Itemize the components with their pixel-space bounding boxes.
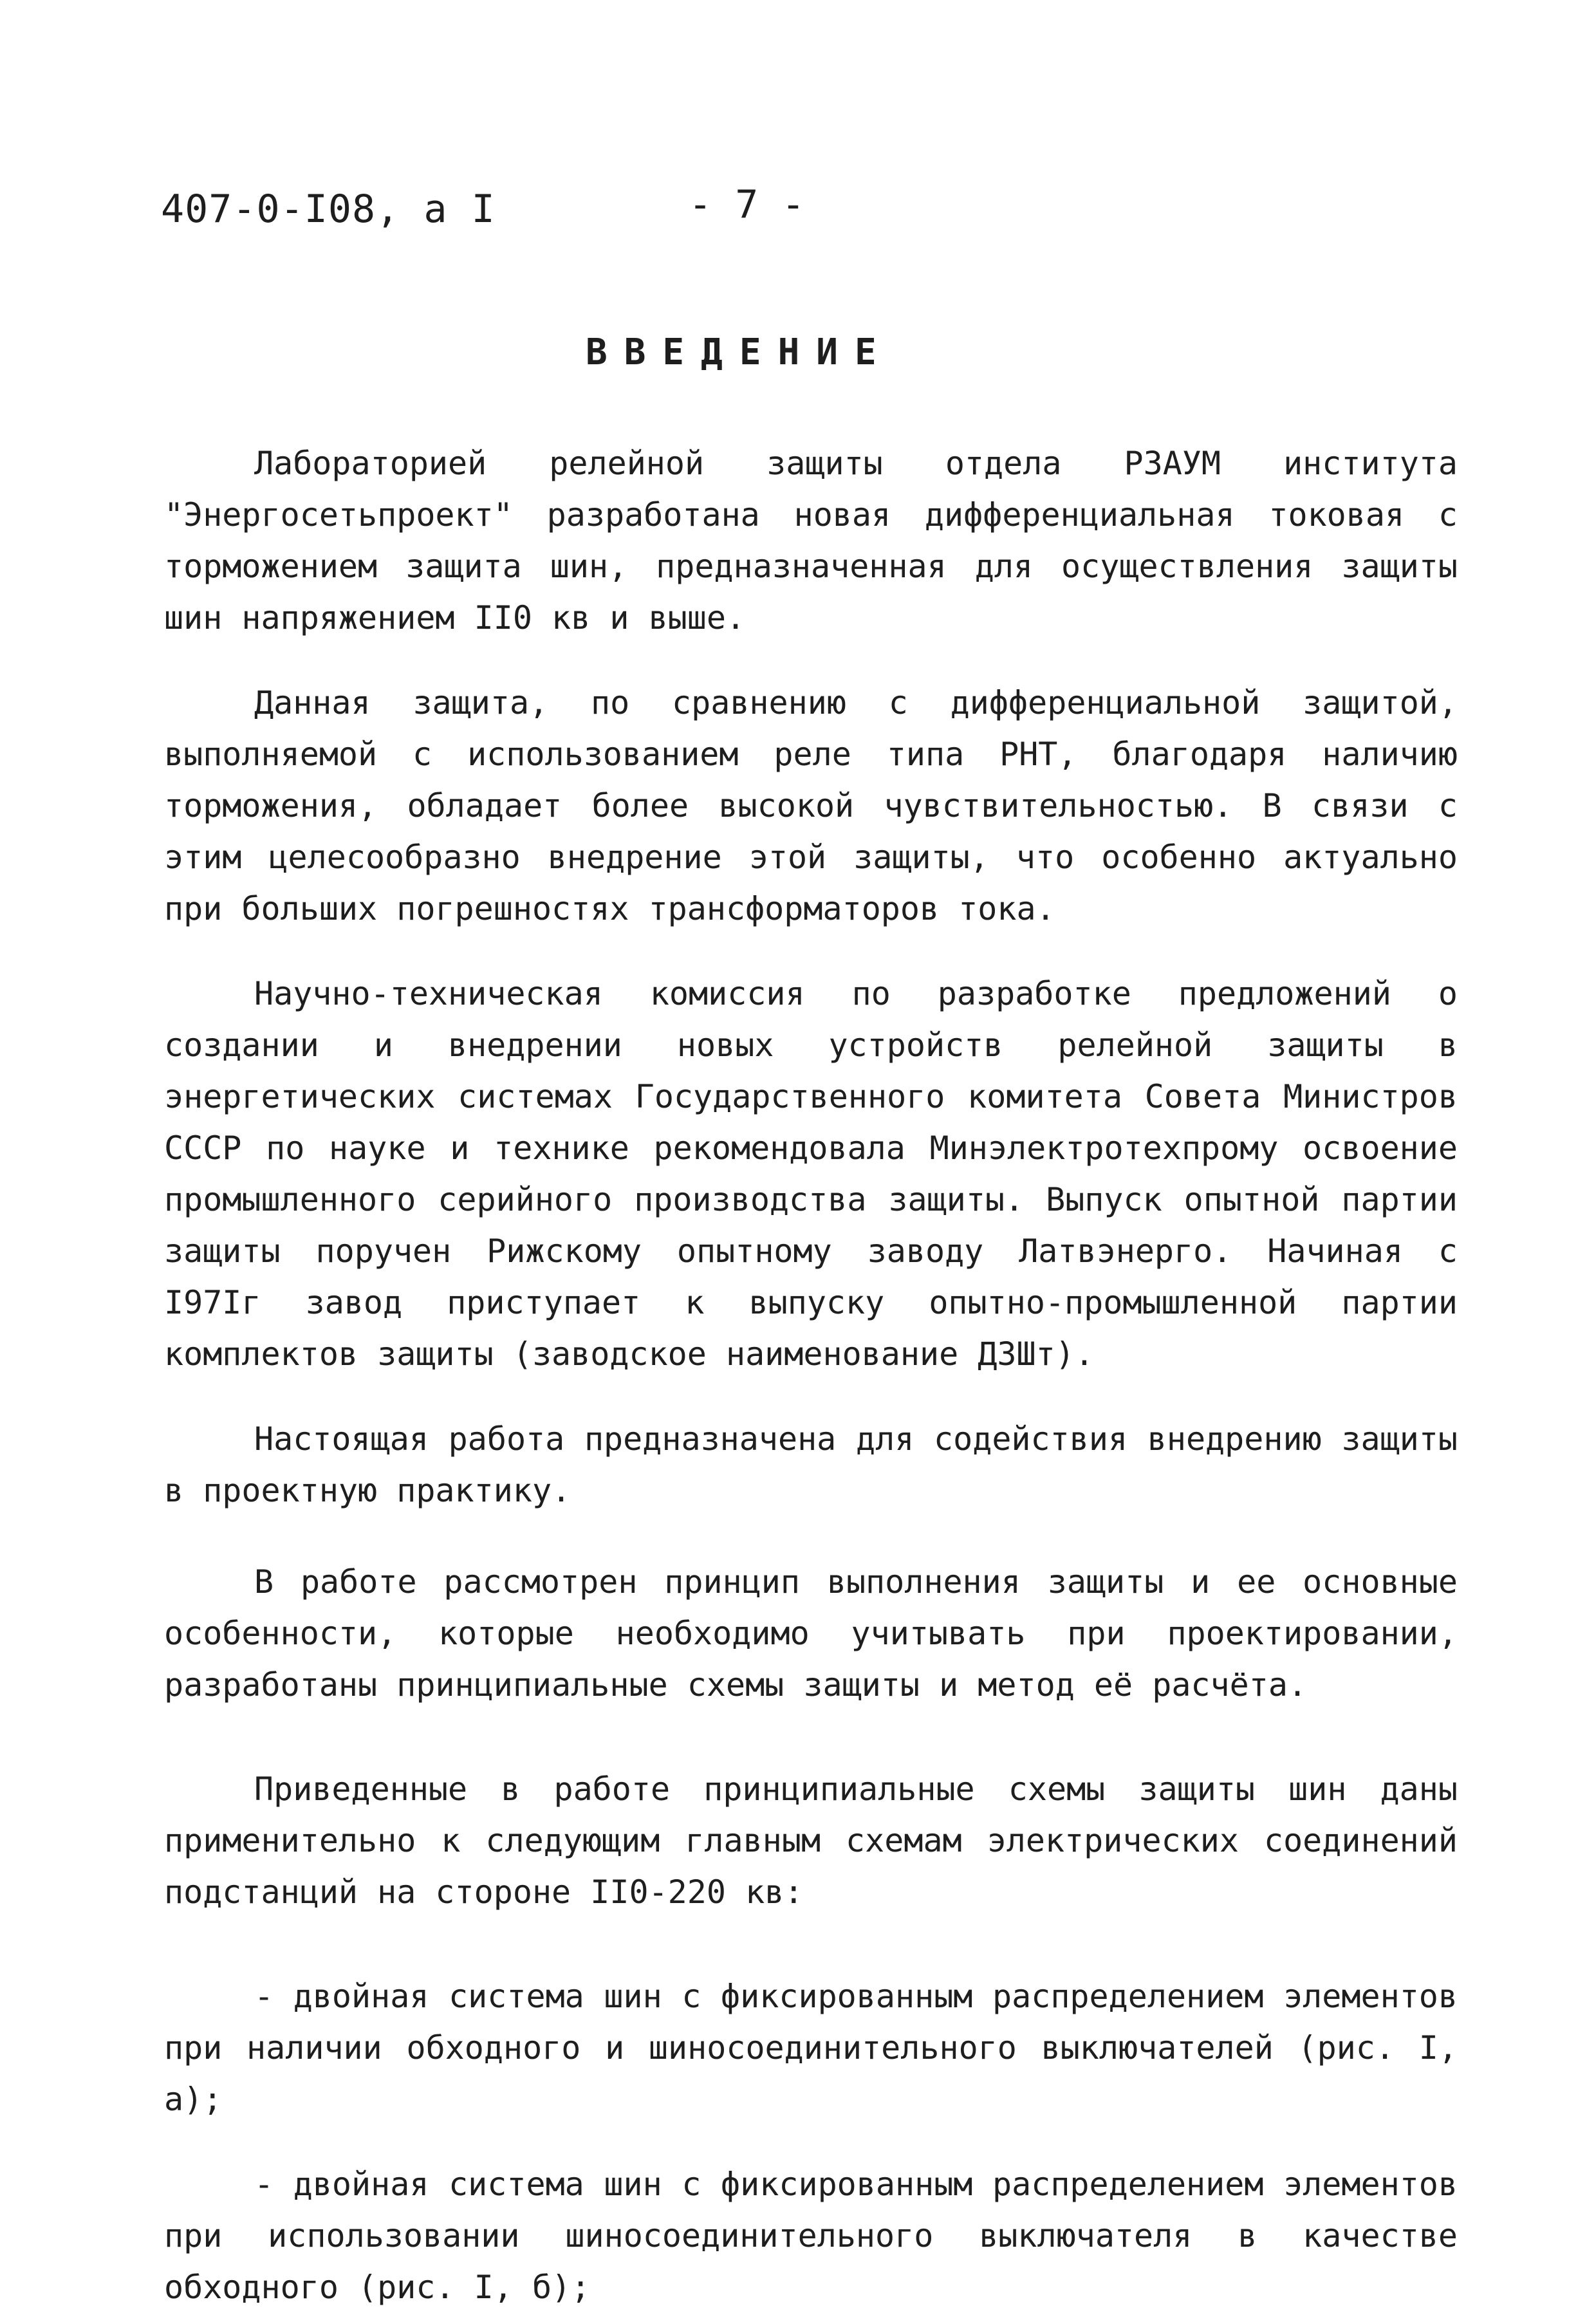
list-item: - двойная система шин с фиксированным распределением элементов при наличии обходного и шиносоединительного выключателей (рис. I, а);: [164, 1978, 1458, 2118]
list-item: - двойная система шин с фиксированным распределением элементов при использовании шиносоединительного выключателя в качестве обходного (рис. I, б);: [164, 2166, 1458, 2306]
section-title: ВВЕДЕНИЕ: [586, 331, 893, 373]
paragraph: Настоящая работа предназначена для содействия внедрению защиты в проектную практику.: [164, 1420, 1458, 1509]
paragraph: Приведенные в работе принципиальные схемы защиты шин даны применительно к следующим главным схемам электрических соединений подстанций на стороне II0-220 кв:: [164, 1770, 1458, 1911]
paragraph: Лабораторией релейной защиты отдела РЗАУМ института "Энергосетьпроект" разработана новая дифференциальная токовая с торможением защита шин, предназначенная для осуществления защиты шин напряжением II0 кв и выше.: [164, 445, 1458, 636]
body-text: [164, 438, 1458, 2313]
paragraph: Научно-техническая комиссия по разработке предложений о создании и внедрении новых устройств релейной защиты в энергетических системах Государственного комитета Совета Министров СССР по науке и технике рекомендовала Минэлектротехпрому освоение промышленного серийного производства защиты. Выпуск опытной партии защиты поручен Рижскому опытному заводу Латвэнерго. Начиная с I97Iг завод приступает к выпуску опытно-промышленной партии комплектов защиты (заводское наименование ДЗШт).: [164, 975, 1458, 1373]
paragraph: Данная защита, по сравнению с дифференциальной защитой, выполняемой с использованием реле типа РНТ, благодаря наличию торможения, обладает более высокой чувствительностью. В связи с этим целесообразно внедрение этой защиты, что особенно актуально при больших погрешностях трансформаторов тока.: [164, 684, 1458, 927]
document-code: 407-0-I08, а I: [161, 187, 496, 232]
paragraph: В работе рассмотрен принцип выполнения защиты и ее основные особенности, которые необходимо учитывать при проектировании, разработаны принципиальные схемы защиты и метод её расчёта.: [164, 1563, 1458, 1704]
page-number: - 7 -: [689, 182, 805, 227]
